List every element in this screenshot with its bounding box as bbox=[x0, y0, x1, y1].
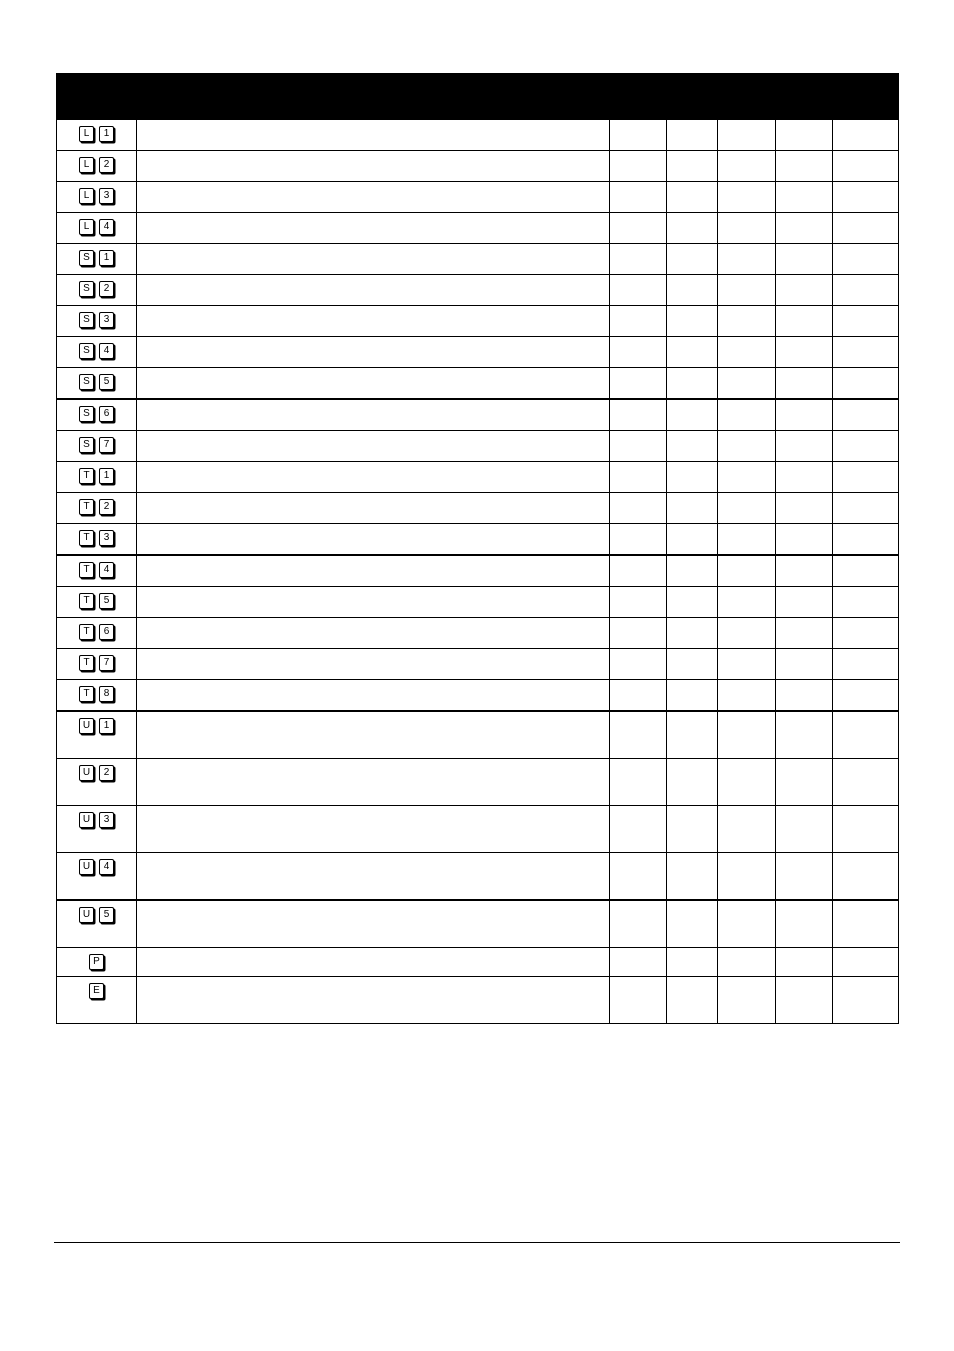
key-cap: T bbox=[79, 686, 94, 702]
value-cell bbox=[833, 151, 899, 182]
value-cell bbox=[667, 462, 718, 493]
value-cell bbox=[718, 555, 776, 587]
code-cell bbox=[57, 680, 137, 712]
code-cell bbox=[57, 618, 137, 649]
header-cell-col4 bbox=[667, 74, 776, 120]
table-row bbox=[57, 806, 899, 853]
value-cell bbox=[610, 649, 667, 680]
key-code bbox=[79, 157, 114, 173]
value-cell bbox=[610, 680, 667, 712]
code-cell bbox=[57, 431, 137, 462]
value-cell bbox=[718, 431, 776, 462]
header-cell-code bbox=[57, 74, 137, 120]
value-cell bbox=[667, 806, 718, 853]
value-cell bbox=[833, 649, 899, 680]
key-cap: S bbox=[79, 437, 94, 453]
key-cap: 1 bbox=[99, 126, 114, 142]
key-cap: 5 bbox=[99, 593, 114, 609]
key-cap: L bbox=[79, 126, 94, 142]
value-cell bbox=[718, 853, 776, 901]
key-cap: S bbox=[79, 406, 94, 422]
key-cap: 2 bbox=[99, 499, 114, 515]
description-cell bbox=[137, 555, 610, 587]
value-cell bbox=[667, 618, 718, 649]
table-row bbox=[57, 948, 899, 977]
description-cell bbox=[137, 900, 610, 948]
value-cell bbox=[667, 275, 718, 306]
key-code bbox=[79, 686, 114, 702]
value-cell bbox=[667, 759, 718, 806]
table-body bbox=[57, 120, 899, 1024]
key-code bbox=[89, 954, 104, 970]
value-cell bbox=[667, 587, 718, 618]
table-row bbox=[57, 275, 899, 306]
value-cell bbox=[776, 680, 833, 712]
key-cap: 7 bbox=[99, 655, 114, 671]
key-cap: T bbox=[79, 468, 94, 484]
table-row bbox=[57, 431, 899, 462]
key-code bbox=[79, 593, 114, 609]
value-cell bbox=[776, 275, 833, 306]
key-cap: 2 bbox=[99, 157, 114, 173]
key-cap: 3 bbox=[99, 812, 114, 828]
value-cell bbox=[776, 462, 833, 493]
value-cell bbox=[833, 555, 899, 587]
description-cell bbox=[137, 462, 610, 493]
key-cap: 6 bbox=[99, 624, 114, 640]
value-cell bbox=[610, 399, 667, 431]
code-cell bbox=[57, 759, 137, 806]
value-cell bbox=[718, 120, 776, 151]
key-code bbox=[79, 499, 114, 515]
table-row bbox=[57, 120, 899, 151]
key-cap: T bbox=[79, 499, 94, 515]
key-cap: U bbox=[79, 907, 94, 923]
value-cell bbox=[718, 399, 776, 431]
key-cap: S bbox=[79, 281, 94, 297]
value-cell bbox=[667, 853, 718, 901]
table-row bbox=[57, 493, 899, 524]
value-cell bbox=[718, 711, 776, 759]
description-cell bbox=[137, 244, 610, 275]
value-cell bbox=[833, 337, 899, 368]
value-cell bbox=[610, 213, 667, 244]
key-cap: U bbox=[79, 765, 94, 781]
value-cell bbox=[833, 120, 899, 151]
code-cell bbox=[57, 306, 137, 337]
value-cell bbox=[610, 337, 667, 368]
value-cell bbox=[718, 462, 776, 493]
value-cell bbox=[610, 493, 667, 524]
key-cap: 4 bbox=[99, 343, 114, 359]
key-code bbox=[79, 530, 114, 546]
table-row bbox=[57, 759, 899, 806]
description-cell bbox=[137, 618, 610, 649]
value-cell bbox=[718, 900, 776, 948]
code-cell bbox=[57, 977, 137, 1024]
value-cell bbox=[718, 493, 776, 524]
value-cell bbox=[833, 711, 899, 759]
key-code bbox=[79, 250, 114, 266]
value-cell bbox=[776, 337, 833, 368]
key-cap: 7 bbox=[99, 437, 114, 453]
key-cap: 3 bbox=[99, 530, 114, 546]
table-row bbox=[57, 151, 899, 182]
header-cell-col5 bbox=[776, 74, 833, 120]
value-cell bbox=[718, 649, 776, 680]
code-cell bbox=[57, 182, 137, 213]
key-cap: S bbox=[79, 374, 94, 390]
description-cell bbox=[137, 368, 610, 400]
value-cell bbox=[667, 649, 718, 680]
description-cell bbox=[137, 151, 610, 182]
value-cell bbox=[610, 853, 667, 901]
value-cell bbox=[667, 431, 718, 462]
code-cell bbox=[57, 275, 137, 306]
key-code bbox=[79, 718, 114, 734]
value-cell bbox=[833, 806, 899, 853]
value-cell bbox=[833, 462, 899, 493]
table-row bbox=[57, 977, 899, 1024]
key-cap: 3 bbox=[99, 188, 114, 204]
value-cell bbox=[610, 759, 667, 806]
header-cell-description bbox=[137, 74, 610, 120]
key-code bbox=[79, 468, 114, 484]
value-cell bbox=[610, 900, 667, 948]
value-cell bbox=[776, 213, 833, 244]
key-cap: T bbox=[79, 530, 94, 546]
value-cell bbox=[667, 182, 718, 213]
value-cell bbox=[833, 213, 899, 244]
code-cell bbox=[57, 493, 137, 524]
value-cell bbox=[718, 368, 776, 400]
value-cell bbox=[667, 120, 718, 151]
code-cell bbox=[57, 151, 137, 182]
key-code bbox=[89, 983, 104, 999]
description-cell bbox=[137, 711, 610, 759]
code-cell bbox=[57, 649, 137, 680]
value-cell bbox=[776, 759, 833, 806]
key-cap: T bbox=[79, 593, 94, 609]
value-cell bbox=[833, 680, 899, 712]
value-cell bbox=[776, 618, 833, 649]
description-cell bbox=[137, 680, 610, 712]
value-cell bbox=[718, 306, 776, 337]
value-cell bbox=[776, 524, 833, 556]
value-cell bbox=[610, 151, 667, 182]
value-cell bbox=[718, 618, 776, 649]
description-cell bbox=[137, 587, 610, 618]
value-cell bbox=[776, 977, 833, 1024]
key-code bbox=[79, 126, 114, 142]
table-row bbox=[57, 524, 899, 556]
table-row bbox=[57, 587, 899, 618]
header-cell-col6 bbox=[833, 74, 899, 120]
code-cell bbox=[57, 806, 137, 853]
table-row bbox=[57, 182, 899, 213]
value-cell bbox=[610, 368, 667, 400]
value-cell bbox=[718, 337, 776, 368]
value-cell bbox=[776, 399, 833, 431]
code-cell bbox=[57, 948, 137, 977]
key-cap: U bbox=[79, 812, 94, 828]
value-cell bbox=[610, 524, 667, 556]
key-cap: P bbox=[89, 954, 104, 970]
value-cell bbox=[833, 977, 899, 1024]
code-cell bbox=[57, 120, 137, 151]
table-row bbox=[57, 462, 899, 493]
value-cell bbox=[776, 649, 833, 680]
value-cell bbox=[776, 948, 833, 977]
table-row bbox=[57, 306, 899, 337]
value-cell bbox=[718, 977, 776, 1024]
table-row bbox=[57, 213, 899, 244]
key-code bbox=[79, 312, 114, 328]
value-cell bbox=[718, 213, 776, 244]
value-cell bbox=[776, 711, 833, 759]
key-cap: 5 bbox=[99, 374, 114, 390]
code-cell bbox=[57, 244, 137, 275]
footer-rule bbox=[54, 1242, 900, 1243]
value-cell bbox=[610, 977, 667, 1024]
key-cap: 3 bbox=[99, 312, 114, 328]
value-cell bbox=[718, 524, 776, 556]
code-cell bbox=[57, 555, 137, 587]
value-cell bbox=[610, 120, 667, 151]
value-cell bbox=[718, 275, 776, 306]
value-cell bbox=[718, 151, 776, 182]
key-cap: S bbox=[79, 312, 94, 328]
description-cell bbox=[137, 806, 610, 853]
key-code bbox=[79, 374, 114, 390]
table-row bbox=[57, 649, 899, 680]
key-cap: 1 bbox=[99, 250, 114, 266]
value-cell bbox=[610, 306, 667, 337]
value-cell bbox=[833, 244, 899, 275]
key-code bbox=[79, 812, 114, 828]
form-table bbox=[56, 73, 899, 1024]
code-cell bbox=[57, 853, 137, 901]
description-cell bbox=[137, 948, 610, 977]
key-cap: T bbox=[79, 655, 94, 671]
value-cell bbox=[610, 182, 667, 213]
value-cell bbox=[667, 337, 718, 368]
value-cell bbox=[776, 431, 833, 462]
value-cell bbox=[667, 306, 718, 337]
table-row bbox=[57, 368, 899, 400]
value-cell bbox=[833, 431, 899, 462]
key-cap: 4 bbox=[99, 859, 114, 875]
value-cell bbox=[610, 431, 667, 462]
key-code bbox=[79, 188, 114, 204]
key-cap: L bbox=[79, 157, 94, 173]
description-cell bbox=[137, 493, 610, 524]
value-cell bbox=[833, 759, 899, 806]
value-cell bbox=[667, 151, 718, 182]
key-cap: U bbox=[79, 859, 94, 875]
key-cap: 5 bbox=[99, 907, 114, 923]
description-cell bbox=[137, 649, 610, 680]
value-cell bbox=[776, 244, 833, 275]
key-cap: L bbox=[79, 188, 94, 204]
value-cell bbox=[718, 806, 776, 853]
code-cell bbox=[57, 900, 137, 948]
description-cell bbox=[137, 759, 610, 806]
table-row bbox=[57, 900, 899, 948]
value-cell bbox=[776, 368, 833, 400]
key-code bbox=[79, 765, 114, 781]
value-cell bbox=[833, 182, 899, 213]
key-cap: 8 bbox=[99, 686, 114, 702]
value-cell bbox=[718, 182, 776, 213]
key-code bbox=[79, 907, 114, 923]
code-cell bbox=[57, 337, 137, 368]
value-cell bbox=[610, 711, 667, 759]
description-cell bbox=[137, 977, 610, 1024]
key-cap: L bbox=[79, 219, 94, 235]
key-code bbox=[79, 437, 114, 453]
value-cell bbox=[776, 306, 833, 337]
value-cell bbox=[667, 213, 718, 244]
value-cell bbox=[667, 399, 718, 431]
key-cap: T bbox=[79, 562, 94, 578]
value-cell bbox=[776, 900, 833, 948]
value-cell bbox=[718, 587, 776, 618]
key-code bbox=[79, 219, 114, 235]
key-cap: S bbox=[79, 250, 94, 266]
value-cell bbox=[718, 680, 776, 712]
value-cell bbox=[667, 524, 718, 556]
table-header-row bbox=[57, 74, 899, 120]
table-row bbox=[57, 555, 899, 587]
value-cell bbox=[776, 555, 833, 587]
value-cell bbox=[610, 806, 667, 853]
description-cell bbox=[137, 399, 610, 431]
value-cell bbox=[610, 275, 667, 306]
value-cell bbox=[667, 977, 718, 1024]
key-code bbox=[79, 859, 114, 875]
table-row bbox=[57, 680, 899, 712]
value-cell bbox=[776, 151, 833, 182]
value-cell bbox=[610, 555, 667, 587]
code-cell bbox=[57, 711, 137, 759]
value-cell bbox=[776, 806, 833, 853]
value-cell bbox=[833, 618, 899, 649]
value-cell bbox=[667, 244, 718, 275]
code-cell bbox=[57, 462, 137, 493]
key-cap: S bbox=[79, 343, 94, 359]
key-cap: 2 bbox=[99, 281, 114, 297]
value-cell bbox=[776, 587, 833, 618]
key-code bbox=[79, 406, 114, 422]
value-cell bbox=[667, 680, 718, 712]
code-cell bbox=[57, 399, 137, 431]
value-cell bbox=[833, 306, 899, 337]
key-cap: 4 bbox=[99, 562, 114, 578]
value-cell bbox=[833, 587, 899, 618]
key-code bbox=[79, 343, 114, 359]
value-cell bbox=[833, 853, 899, 901]
header-cell-col3 bbox=[610, 74, 667, 120]
key-cap: U bbox=[79, 718, 94, 734]
value-cell bbox=[718, 759, 776, 806]
key-cap: 1 bbox=[99, 718, 114, 734]
description-cell bbox=[137, 431, 610, 462]
value-cell bbox=[718, 948, 776, 977]
value-cell bbox=[776, 120, 833, 151]
code-cell bbox=[57, 213, 137, 244]
code-cell bbox=[57, 524, 137, 556]
code-cell bbox=[57, 587, 137, 618]
description-cell bbox=[137, 182, 610, 213]
value-cell bbox=[718, 244, 776, 275]
key-code bbox=[79, 281, 114, 297]
value-cell bbox=[610, 462, 667, 493]
value-cell bbox=[667, 900, 718, 948]
table-row bbox=[57, 244, 899, 275]
key-cap: 4 bbox=[99, 219, 114, 235]
description-cell bbox=[137, 853, 610, 901]
key-code bbox=[79, 624, 114, 640]
value-cell bbox=[833, 368, 899, 400]
key-cap: 2 bbox=[99, 765, 114, 781]
table-row bbox=[57, 618, 899, 649]
value-cell bbox=[610, 587, 667, 618]
code-cell bbox=[57, 368, 137, 400]
value-cell bbox=[833, 948, 899, 977]
description-cell bbox=[137, 524, 610, 556]
key-code bbox=[79, 562, 114, 578]
key-cap: 6 bbox=[99, 406, 114, 422]
key-code bbox=[79, 655, 114, 671]
table-row bbox=[57, 337, 899, 368]
description-cell bbox=[137, 213, 610, 244]
value-cell bbox=[610, 618, 667, 649]
table-row bbox=[57, 711, 899, 759]
key-cap: 1 bbox=[99, 468, 114, 484]
value-cell bbox=[833, 524, 899, 556]
description-cell bbox=[137, 306, 610, 337]
key-cap: E bbox=[89, 983, 104, 999]
value-cell bbox=[610, 244, 667, 275]
value-cell bbox=[833, 275, 899, 306]
description-cell bbox=[137, 337, 610, 368]
table-row bbox=[57, 399, 899, 431]
value-cell bbox=[667, 948, 718, 977]
value-cell bbox=[833, 399, 899, 431]
value-cell bbox=[667, 368, 718, 400]
value-cell bbox=[833, 493, 899, 524]
value-cell bbox=[776, 853, 833, 901]
value-cell bbox=[776, 182, 833, 213]
value-cell bbox=[833, 900, 899, 948]
table-row bbox=[57, 853, 899, 901]
value-cell bbox=[667, 711, 718, 759]
value-cell bbox=[667, 555, 718, 587]
value-cell bbox=[610, 948, 667, 977]
key-cap: T bbox=[79, 624, 94, 640]
description-cell bbox=[137, 120, 610, 151]
value-cell bbox=[776, 493, 833, 524]
value-cell bbox=[667, 493, 718, 524]
description-cell bbox=[137, 275, 610, 306]
